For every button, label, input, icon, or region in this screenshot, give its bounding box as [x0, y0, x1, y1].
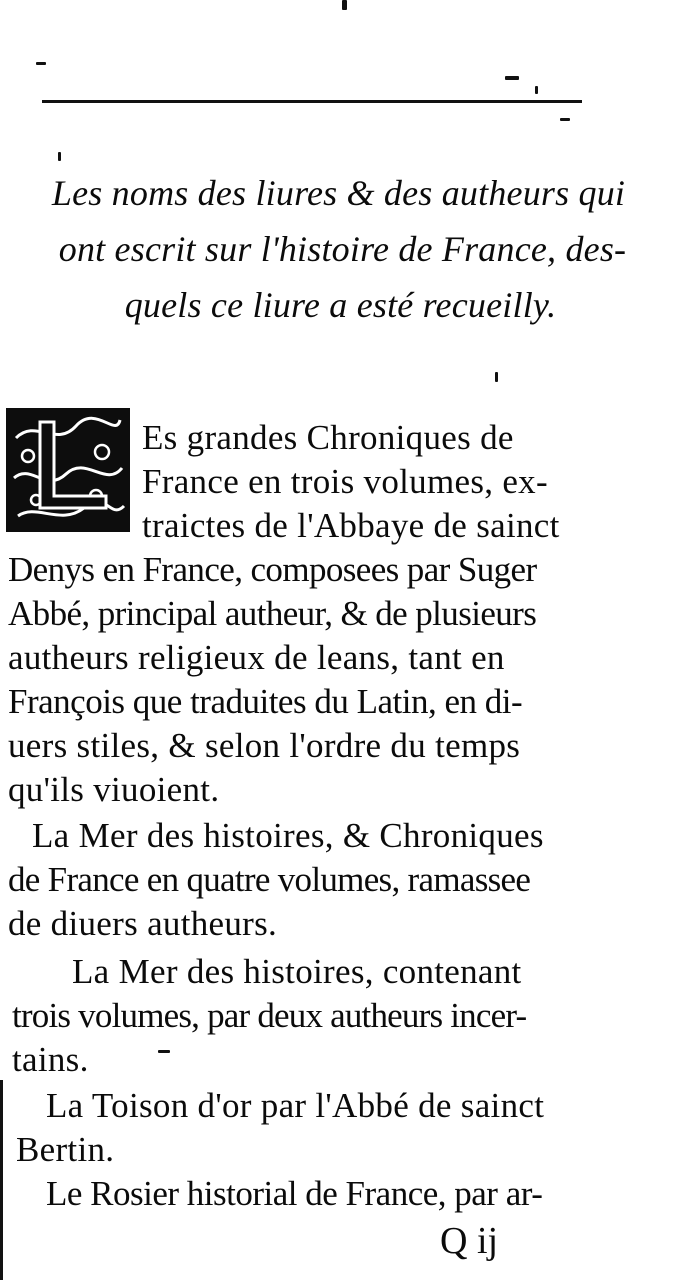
title-line: quels ce liure a esté recueilly. — [124, 285, 557, 325]
text-line: Es grandes Chroniques de — [142, 418, 514, 457]
text-line: autheurs religieux de leans, tant en — [8, 638, 505, 677]
text-line: La Toison d'or par l'Abbé de sainct — [46, 1086, 545, 1125]
text-line: Abbé, principal autheur, & de plusieurs — [8, 594, 537, 633]
text-line: de diuers autheurs. — [8, 904, 278, 943]
ink-speck — [36, 62, 46, 65]
text-line: tains. — [12, 1040, 89, 1079]
ornamental-drop-cap — [6, 408, 130, 532]
ink-speck — [495, 372, 498, 382]
text-line: Denys en France, composees par Suger — [8, 550, 537, 589]
text-line: La Mer des histoires, & Chroniques — [32, 816, 544, 855]
text-line: qu'ils viuoient. — [8, 770, 220, 809]
header-rule — [42, 100, 582, 103]
text-line: Le Rosier historial de France, par ar- — [46, 1174, 543, 1213]
ink-speck — [560, 118, 570, 121]
text-line: La Mer des histoires, contenant — [72, 952, 522, 991]
signature-mark: Q ij — [440, 1220, 499, 1262]
text-line: Bertin. — [16, 1130, 115, 1169]
text-line: traictes de l'Abbaye de sainct — [142, 506, 560, 545]
text-line: trois volumes, par deux autheurs incer- — [12, 996, 527, 1035]
text-line: uers stiles, & selon l'ordre du temps — [8, 726, 521, 765]
title-line: ont escrit sur l'histoire de France, des- — [58, 229, 627, 269]
ink-speck — [58, 152, 61, 161]
drop-cap-ornament — [6, 408, 130, 532]
text-line: de France en quatre volumes, ramassee — [8, 860, 531, 899]
page-edge-shadow — [0, 1080, 3, 1280]
ink-speck — [158, 1050, 170, 1053]
ink-speck — [342, 0, 347, 10]
text-line: François que traduites du Latin, en di- — [8, 682, 523, 721]
title-line: Les noms des liures & des autheurs qui — [51, 173, 626, 213]
page-title — [0, 165, 677, 333]
ink-speck — [505, 76, 519, 80]
ink-speck — [535, 86, 538, 94]
text-line: France en trois volumes, ex- — [142, 462, 548, 501]
